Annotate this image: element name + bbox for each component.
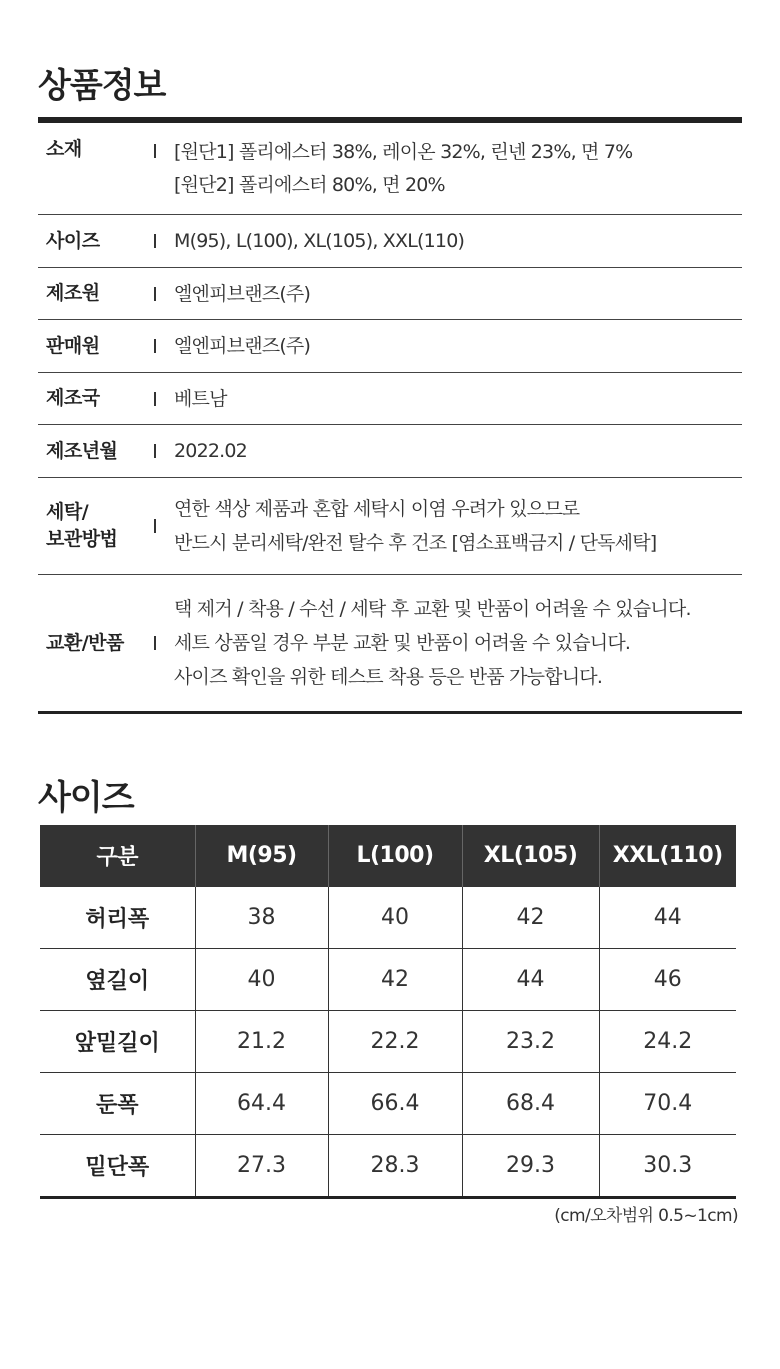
info-label-line: 교환/반품 bbox=[46, 631, 124, 654]
info-value-line: 베트남 bbox=[174, 387, 227, 410]
info-row-size bbox=[38, 215, 742, 268]
table-cell: 66.4 bbox=[328, 1073, 462, 1135]
info-value-line: [원단2] 폴리에스터 80%, 면 20% bbox=[174, 174, 445, 196]
size-chart-table bbox=[40, 825, 736, 1199]
size-tolerance-note: (cm/오차범위 0.5~1cm) bbox=[554, 1206, 738, 1226]
header-cell: L(100) bbox=[328, 825, 462, 887]
info-values bbox=[174, 492, 742, 560]
info-label-line: 사이즈 bbox=[46, 229, 100, 252]
table-cell: 42 bbox=[462, 887, 599, 949]
info-value-line: 사이즈 확인을 위한 테스트 착용 등은 반품 가능합니다. bbox=[174, 666, 603, 688]
table-row bbox=[40, 1135, 736, 1198]
info-values bbox=[174, 382, 742, 416]
info-row-manufacture-date bbox=[38, 425, 742, 478]
info-row-manufacturer bbox=[38, 268, 742, 320]
table-row bbox=[40, 949, 736, 1011]
header-cell: 구분 bbox=[40, 825, 195, 887]
info-row-washing bbox=[38, 478, 742, 575]
info-label bbox=[38, 333, 146, 360]
table-cell: 68.4 bbox=[462, 1073, 599, 1135]
separator-bar bbox=[154, 392, 156, 406]
info-label bbox=[38, 228, 146, 255]
header-cell: M(95) bbox=[195, 825, 328, 887]
info-values bbox=[174, 434, 742, 468]
row-label: 옆길이 bbox=[40, 949, 195, 1011]
table-row bbox=[40, 1073, 736, 1135]
size-header-row bbox=[40, 825, 736, 887]
info-label bbox=[38, 438, 146, 465]
table-cell: 21.2 bbox=[195, 1011, 328, 1073]
info-row-exchange bbox=[38, 575, 742, 711]
table-cell: 24.2 bbox=[599, 1011, 736, 1073]
info-values bbox=[174, 136, 742, 202]
table-cell: 38 bbox=[195, 887, 328, 949]
info-value-line: 반드시 분리세탁/완전 탈수 후 건조 [염소표백금지 / 단독세탁] bbox=[174, 532, 657, 554]
info-value-line: [원단1] 폴리에스터 38%, 레이온 32%, 린넨 23%, 면 7% bbox=[174, 141, 633, 163]
table-cell: 64.4 bbox=[195, 1073, 328, 1135]
table-cell: 46 bbox=[599, 949, 736, 1011]
table-cell: 44 bbox=[462, 949, 599, 1011]
info-values bbox=[174, 277, 742, 311]
info-values bbox=[174, 329, 742, 363]
info-label-line: 제조년월 bbox=[46, 439, 118, 462]
info-row-seller bbox=[38, 320, 742, 373]
separator-bar bbox=[154, 444, 156, 458]
table-cell: 22.2 bbox=[328, 1011, 462, 1073]
table-row bbox=[40, 1011, 736, 1073]
info-label-line: 제조원 bbox=[46, 282, 100, 304]
info-label-line: 판매원 bbox=[46, 334, 100, 357]
table-cell: 44 bbox=[599, 887, 736, 949]
info-label bbox=[38, 499, 146, 553]
info-value-line: 2022.02 bbox=[174, 440, 247, 462]
product-info-title: 상품정보 bbox=[38, 66, 166, 106]
info-value-line: 세트 상품일 경우 부분 교환 및 반품이 어려울 수 있습니다. bbox=[174, 632, 631, 654]
info-label-line: 제조국 bbox=[46, 387, 100, 409]
table-cell: 28.3 bbox=[328, 1135, 462, 1198]
table-row bbox=[40, 887, 736, 949]
header-cell: XXL(110) bbox=[599, 825, 736, 887]
table-cell: 30.3 bbox=[599, 1135, 736, 1198]
info-label bbox=[38, 280, 146, 307]
info-values bbox=[174, 592, 742, 694]
row-label: 허리폭 bbox=[40, 887, 195, 949]
separator-bar bbox=[154, 234, 156, 248]
info-values bbox=[174, 224, 742, 258]
info-value-line: 연한 색상 제품과 혼합 세탁시 이염 우려가 있으므로 bbox=[174, 498, 580, 520]
row-label: 앞밑길이 bbox=[40, 1011, 195, 1073]
info-label bbox=[38, 385, 146, 412]
info-value-line: 엘엔피브랜즈(주) bbox=[174, 282, 311, 305]
info-label-line: 세탁/ bbox=[46, 501, 89, 523]
row-label: 둔폭 bbox=[40, 1073, 195, 1135]
table-cell: 42 bbox=[328, 949, 462, 1011]
info-label-line: 보관방법 bbox=[46, 528, 118, 550]
product-info-table bbox=[38, 117, 742, 714]
separator-bar bbox=[154, 339, 156, 353]
info-label bbox=[38, 630, 146, 657]
row-label: 밑단폭 bbox=[40, 1135, 195, 1198]
info-value-line: 택 제거 / 착용 / 수선 / 세탁 후 교환 및 반품이 어려울 수 있습니다. bbox=[174, 598, 691, 620]
info-label-line: 소재 bbox=[46, 138, 82, 160]
table-cell: 23.2 bbox=[462, 1011, 599, 1073]
info-value-line: 엘엔피브랜즈(주) bbox=[174, 335, 311, 357]
separator-bar bbox=[154, 636, 156, 650]
table-cell: 27.3 bbox=[195, 1135, 328, 1198]
info-label bbox=[38, 136, 146, 163]
info-row-material bbox=[38, 123, 742, 215]
separator-bar bbox=[154, 144, 156, 158]
separator-bar bbox=[154, 519, 156, 533]
size-chart-title: 사이즈 bbox=[38, 778, 134, 818]
table-cell: 70.4 bbox=[599, 1073, 736, 1135]
info-row-country bbox=[38, 373, 742, 425]
table-cell: 40 bbox=[328, 887, 462, 949]
table-cell: 29.3 bbox=[462, 1135, 599, 1198]
separator-bar bbox=[154, 287, 156, 301]
info-value-line: M(95), L(100), XL(105), XXL(110) bbox=[174, 230, 465, 252]
header-cell: XL(105) bbox=[462, 825, 599, 887]
table-cell: 40 bbox=[195, 949, 328, 1011]
